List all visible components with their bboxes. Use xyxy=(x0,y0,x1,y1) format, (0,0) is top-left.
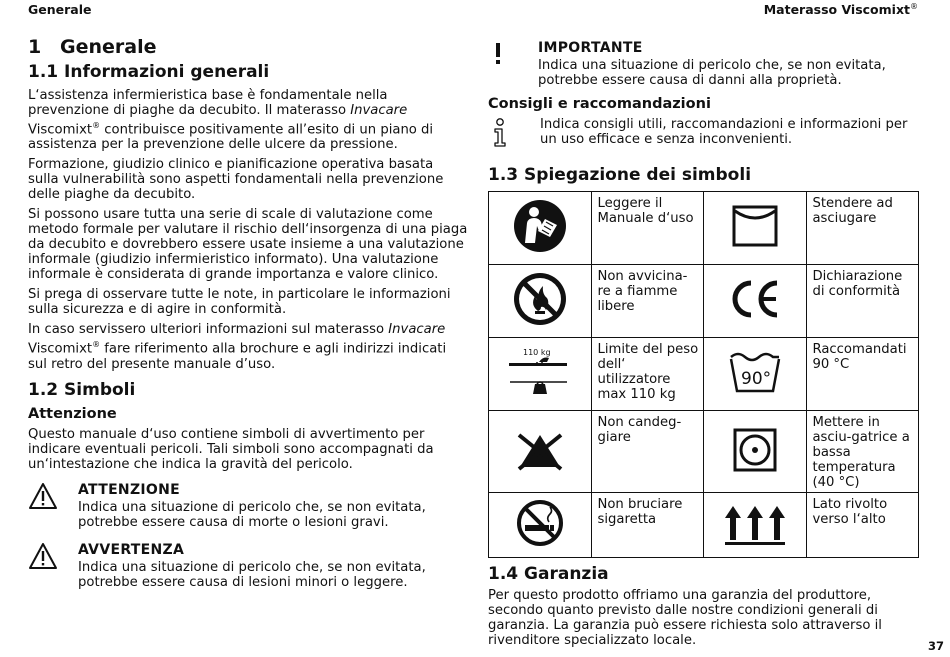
symbol-description: Leggere il Manuale d‘uso xyxy=(592,192,704,265)
read-manual-icon xyxy=(513,199,567,253)
consigli-text: Indica consigli utili, raccomandazioni e informazioni per un uso efficace e senza inconvenienti. xyxy=(540,117,908,147)
attenzione-text: Indica una situazione di pericolo che, se non evitata, potrebbe essere causa di morte o lesioni gravi. xyxy=(78,499,426,530)
info-icon xyxy=(488,117,512,149)
symbol-description: Lato rivolto verso l‘alto xyxy=(807,493,919,558)
section-1-1-heading: 1.1 Informazioni generali xyxy=(28,62,270,82)
paragraph-scales: Si possono usare tutta una serie di scale di valutazione come metodo formale per valutare il rischio dell‘insorgenza di una piaga da decubito e dovrebbero essere usate insieme a una valutazione informale (giudizio infermieristico informato). Una valutazione informale è considerata di grande importanza e valore clinico. xyxy=(28,207,468,283)
section-1-2-heading: 1.2 Simboli xyxy=(28,379,136,400)
symbol-description: Raccomandati 90 °C xyxy=(807,338,919,411)
section-1-4-heading: 1.4 Garanzia xyxy=(488,564,609,584)
importante-title: IMPORTANTE xyxy=(538,40,643,56)
table-row xyxy=(489,192,919,265)
max-weight-icon xyxy=(505,346,575,398)
table-row xyxy=(489,493,919,558)
attenzione-title: ATTENZIONE xyxy=(78,481,180,498)
table-row xyxy=(489,265,919,338)
attenzione-subheading: Attenzione xyxy=(28,405,117,422)
this-side-up-icon xyxy=(723,500,787,546)
avvertenza-text: Indica una situazione di pericolo che, se non evitata, potrebbe essere causa di lesioni minori o leggere. xyxy=(78,559,426,590)
callout-consigli xyxy=(488,117,924,153)
callout-importante xyxy=(488,40,924,88)
callout-avvertenza xyxy=(28,542,468,590)
table-row xyxy=(489,411,919,493)
wash-90-icon xyxy=(727,349,783,395)
table-row xyxy=(489,338,919,411)
symbols-table xyxy=(488,191,919,558)
left-column xyxy=(28,36,468,595)
section-1-3-heading: 1.3 Spiegazione dei simboli xyxy=(488,165,752,185)
weight-limit-label: 110 kg xyxy=(523,348,551,357)
callout-attenzione xyxy=(28,482,468,530)
warning-triangle-icon xyxy=(28,542,58,570)
consigli-heading: Consigli e raccomandazioni xyxy=(488,96,711,112)
paragraph-info: In caso servissero ulteriori informazioni sul materasso Invacare Viscomixt® fare riferimento alla brochure e agli indirizzi indicati sul retro del presente manuale d’uso. xyxy=(28,322,447,372)
paragraph-warranty: Per questo prodotto offriamo una garanzia del produttore, secondo quanto previsto dalle nostre condizioni generali di garanzia. La garanzia può essere richiesta solo attraverso il rivenditore specializzato locale. xyxy=(488,588,882,648)
wash-temperature-label: 90° xyxy=(741,369,772,389)
warning-triangle-icon xyxy=(28,482,58,510)
no-bleach-icon xyxy=(513,427,567,473)
symbol-description: Non bruciare sigaretta xyxy=(592,493,704,558)
symbol-description: Mettere in asciu-gatrice a bassa temperatura (40 °C) xyxy=(807,411,919,493)
line-dry-icon xyxy=(730,203,780,249)
no-smoking-icon xyxy=(515,498,565,548)
header-product-title: Materasso Viscomixt® xyxy=(763,2,918,18)
exclamation-icon xyxy=(488,40,508,66)
symbol-description: Stendere ad asciugare xyxy=(807,192,919,265)
symbol-description: Non avvicina-re a fiamme libere xyxy=(592,265,704,338)
paragraph-symbols-intro: Questo manuale d‘uso contiene simboli di avvertimento per indicare eventuali pericoli. Tali simboli sono accompagnati da un‘intestazione che indica la gravità del pericolo. xyxy=(28,426,434,472)
no-open-flame-icon xyxy=(513,272,567,326)
header-section-title: Generale xyxy=(28,2,92,17)
importante-text: Indica una situazione di pericolo che, se non evitata, potrebbe essere causa di danni alla proprietà. xyxy=(538,58,886,88)
ce-mark-icon xyxy=(727,279,783,319)
chapter-heading: 1 Generale xyxy=(28,36,157,58)
paragraph-notes: Si prega di osservare tutte le note, in particolare le informazioni sulla sicurezza e di agire in conformità. xyxy=(28,287,451,318)
symbol-description: Limite del peso dell‘ utilizzatore max 110 kg xyxy=(592,338,704,411)
paragraph-training: Formazione, giudizio clinico e pianificazione operativa basata sulla vulnerabilità sono aspetti fondamentali nella prevenzione delle piaghe da decubito. xyxy=(28,157,444,203)
page-number: 37 xyxy=(927,639,944,653)
avvertenza-title: AVVERTENZA xyxy=(78,541,185,558)
symbol-description: Dichiarazione di conformità xyxy=(807,265,919,338)
symbol-description: Non candeg-giare xyxy=(592,411,704,493)
tumble-dry-low-icon xyxy=(731,426,779,474)
paragraph-intro: L‘assistenza infermieristica base è fondamentale nella prevenzione di piaghe da decubito. Il materasso Invacare Viscomixt® contribuisce positivamente all’esito di un piano di assistenza per la prevenzione delle ulcere da pressione. xyxy=(28,88,434,153)
right-column xyxy=(488,40,924,653)
